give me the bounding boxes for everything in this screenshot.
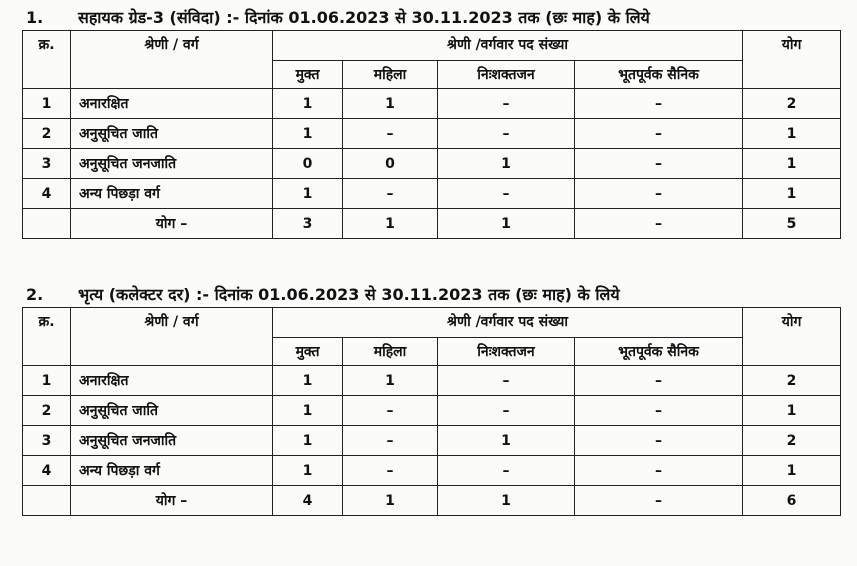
category-cell: अनुसूचित जाति — [71, 119, 273, 149]
total-cell: 1 — [743, 179, 841, 209]
open-cell: 1 — [273, 89, 343, 119]
ex-servicemen-cell: – — [575, 366, 743, 396]
totals-total: 5 — [743, 209, 841, 239]
section-heading — [22, 6, 846, 30]
totals-open: 3 — [273, 209, 343, 239]
totals-women: 1 — [343, 209, 438, 239]
totals-disabled: 1 — [438, 209, 575, 239]
table-row — [23, 89, 841, 119]
women-header: महिला — [343, 338, 438, 366]
serial-cell: 3 — [23, 426, 71, 456]
total-header: योग — [743, 308, 841, 366]
serial-cell: 3 — [23, 149, 71, 179]
category-cell: अनुसूचित जनजाति — [71, 426, 273, 456]
total-cell: 2 — [743, 426, 841, 456]
disabled-cell: – — [438, 179, 575, 209]
open-cell: 1 — [273, 119, 343, 149]
disabled-cell: 1 — [438, 426, 575, 456]
total-cell: 1 — [743, 396, 841, 426]
total-cell: 2 — [743, 366, 841, 396]
totals-ex-servicemen: – — [575, 209, 743, 239]
open-cell: 1 — [273, 426, 343, 456]
ex-servicemen-cell: – — [575, 119, 743, 149]
category-header: श्रेणी / वर्ग — [71, 308, 273, 366]
open-cell: 1 — [273, 396, 343, 426]
category-cell: अन्य पिछड़ा वर्ग — [71, 179, 273, 209]
table-row — [23, 149, 841, 179]
category-header: श्रेणी / वर्ग — [71, 31, 273, 89]
disabled-cell: – — [438, 89, 575, 119]
disabled-cell: 1 — [438, 149, 575, 179]
totals-total: 6 — [743, 486, 841, 516]
ex-servicemen-cell: – — [575, 456, 743, 486]
table-row — [23, 456, 841, 486]
total-cell: 1 — [743, 456, 841, 486]
totals-label: योग – — [71, 209, 273, 239]
totals-serial-cell — [23, 486, 71, 516]
open-header: मुक्त — [273, 61, 343, 89]
women-cell: – — [343, 179, 438, 209]
ex-servicemen-cell: – — [575, 149, 743, 179]
category-cell: अनारक्षित — [71, 366, 273, 396]
posts-table — [22, 30, 841, 239]
total-cell: 1 — [743, 149, 841, 179]
total-cell: 2 — [743, 89, 841, 119]
table-row — [23, 179, 841, 209]
section-assistant-grade-3 — [22, 6, 846, 239]
section-number: 2. — [26, 285, 44, 304]
women-cell: – — [343, 396, 438, 426]
totals-open: 4 — [273, 486, 343, 516]
ex-servicemen-cell: – — [575, 179, 743, 209]
serial-header: क्र. — [23, 31, 71, 89]
table-row — [23, 426, 841, 456]
totals-ex-servicemen: – — [575, 486, 743, 516]
women-cell: 1 — [343, 366, 438, 396]
serial-cell: 4 — [23, 179, 71, 209]
women-cell: 1 — [343, 89, 438, 119]
ex-servicemen-header: भूतपूर्वक सैनिक — [575, 61, 743, 89]
serial-cell: 1 — [23, 89, 71, 119]
totals-label: योग – — [71, 486, 273, 516]
disabled-header: निःशक्तजन — [438, 61, 575, 89]
women-cell: 0 — [343, 149, 438, 179]
open-cell: 1 — [273, 366, 343, 396]
category-cell: अनुसूचित जनजाति — [71, 149, 273, 179]
totals-disabled: 1 — [438, 486, 575, 516]
section-heading — [22, 283, 846, 307]
disabled-cell: – — [438, 396, 575, 426]
ex-servicemen-header: भूतपूर्वक सैनिक — [575, 338, 743, 366]
posts-group-header: श्रेणी /वर्गवार पद संख्या — [273, 31, 743, 61]
open-cell: 1 — [273, 456, 343, 486]
totals-serial-cell — [23, 209, 71, 239]
totals-row — [23, 209, 841, 239]
disabled-cell: – — [438, 119, 575, 149]
open-header: मुक्त — [273, 338, 343, 366]
header-row — [23, 31, 841, 61]
women-cell: – — [343, 426, 438, 456]
ex-servicemen-cell: – — [575, 426, 743, 456]
women-cell: – — [343, 119, 438, 149]
total-cell: 1 — [743, 119, 841, 149]
totals-row — [23, 486, 841, 516]
serial-cell: 4 — [23, 456, 71, 486]
ex-servicemen-cell: – — [575, 396, 743, 426]
open-cell: 0 — [273, 149, 343, 179]
serial-cell: 1 — [23, 366, 71, 396]
section-title: सहायक ग्रेड-3 (संविदा) :- दिनांक 01.06.2023 से 30.11.2023 तक (छः माह) के लिये — [78, 8, 650, 27]
table-row — [23, 396, 841, 426]
posts-group-header: श्रेणी /वर्गवार पद संख्या — [273, 308, 743, 338]
disabled-header: निःशक्तजन — [438, 338, 575, 366]
category-cell: अनारक्षित — [71, 89, 273, 119]
serial-cell: 2 — [23, 396, 71, 426]
header-row — [23, 308, 841, 338]
serial-header: क्र. — [23, 308, 71, 366]
open-cell: 1 — [273, 179, 343, 209]
category-cell: अनुसूचित जाति — [71, 396, 273, 426]
disabled-cell: – — [438, 366, 575, 396]
total-header: योग — [743, 31, 841, 89]
women-cell: – — [343, 456, 438, 486]
section-title: भृत्य (कलेक्टर दर) :- दिनांक 01.06.2023 से 30.11.2023 तक (छः माह) के लिये — [78, 285, 620, 304]
totals-women: 1 — [343, 486, 438, 516]
posts-table — [22, 307, 841, 516]
serial-cell: 2 — [23, 119, 71, 149]
category-cell: अन्य पिछड़ा वर्ग — [71, 456, 273, 486]
section-peon — [22, 283, 846, 516]
table-row — [23, 366, 841, 396]
table-row — [23, 119, 841, 149]
women-header: महिला — [343, 61, 438, 89]
section-number: 1. — [26, 8, 44, 27]
ex-servicemen-cell: – — [575, 89, 743, 119]
disabled-cell: – — [438, 456, 575, 486]
